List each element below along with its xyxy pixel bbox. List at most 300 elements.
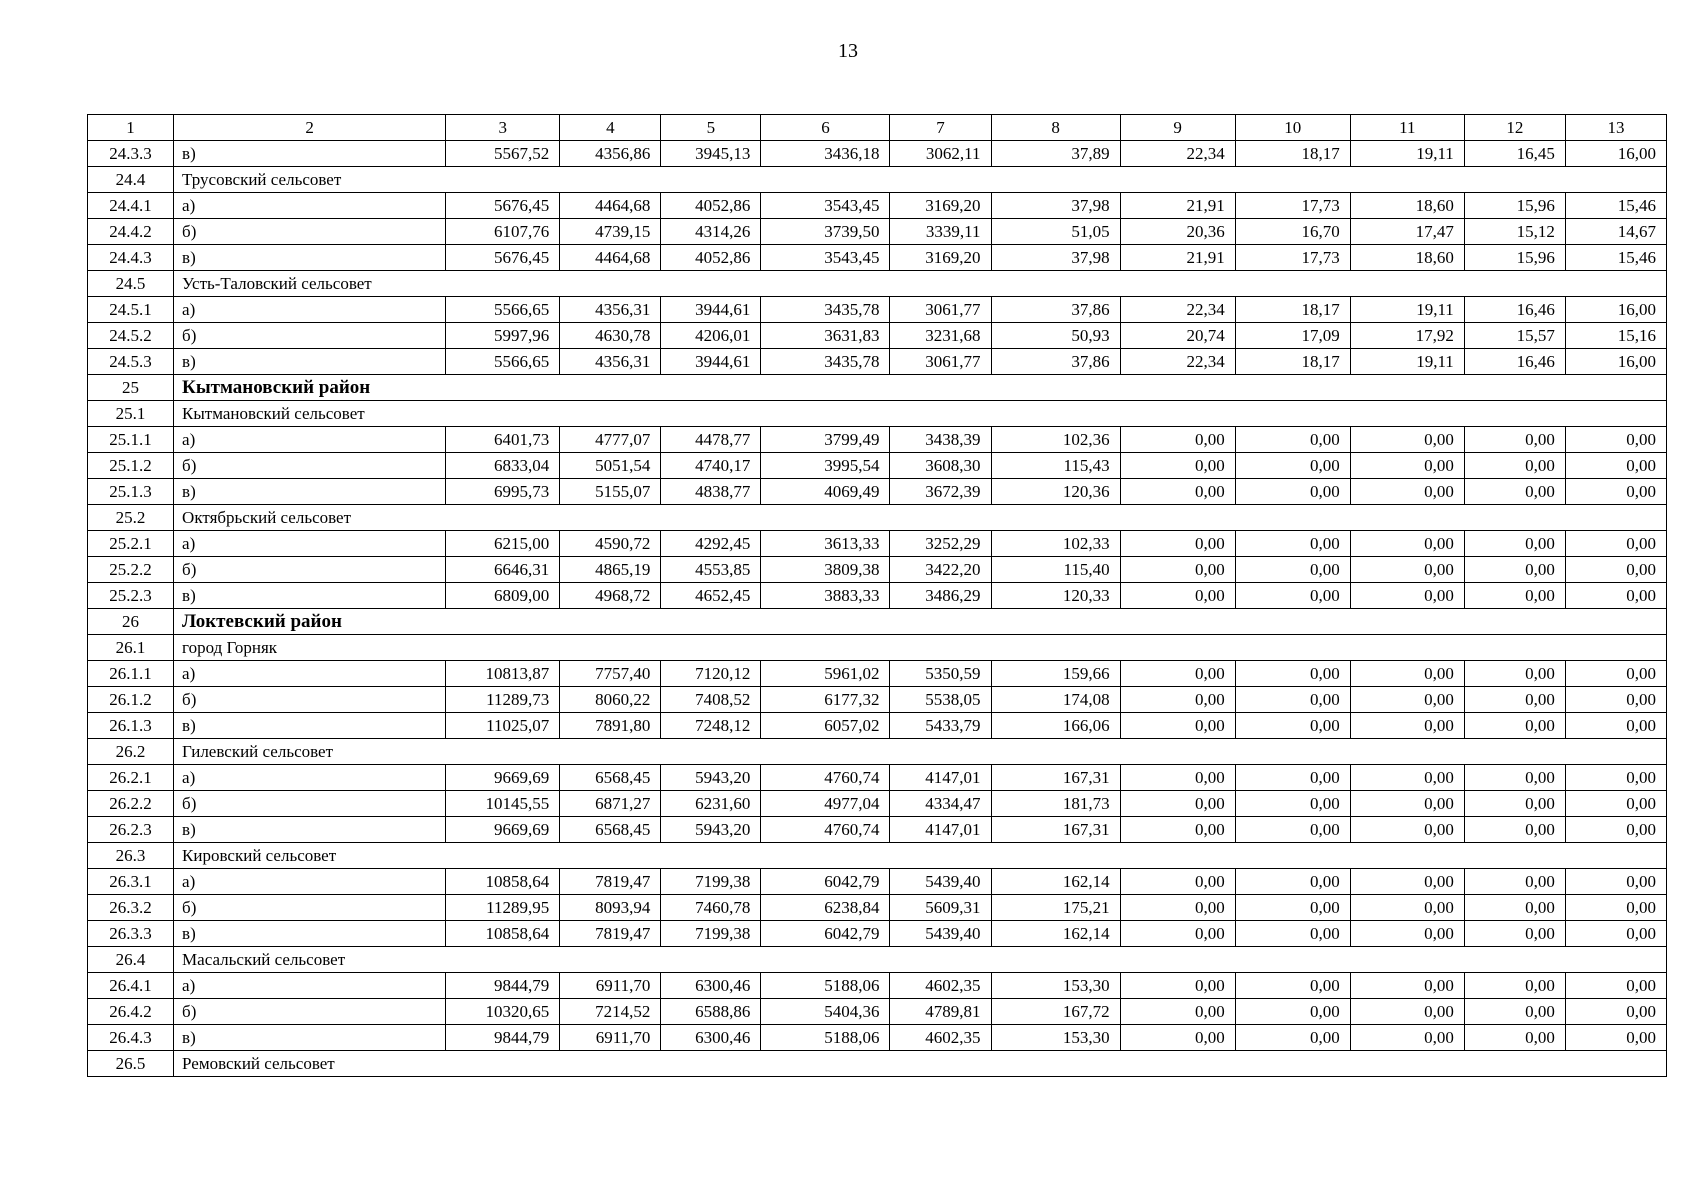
value-cell: 0,00 <box>1464 713 1565 739</box>
value-cell: 4602,35 <box>890 1025 991 1051</box>
value-cell: 120,33 <box>991 583 1120 609</box>
value-cell: 3061,77 <box>890 297 991 323</box>
value-cell: 0,00 <box>1565 661 1666 687</box>
value-cell: 5567,52 <box>446 141 560 167</box>
value-cell: 0,00 <box>1350 479 1464 505</box>
row-code: 26.2.3 <box>88 817 174 843</box>
value-cell: 0,00 <box>1565 869 1666 895</box>
row-name: Кытмановский сельсовет <box>174 401 1667 427</box>
value-cell: 0,00 <box>1350 713 1464 739</box>
value-cell: 9669,69 <box>446 765 560 791</box>
row-name: Кировский сельсовет <box>174 843 1667 869</box>
value-cell: 4777,07 <box>560 427 661 453</box>
value-cell: 0,00 <box>1350 427 1464 453</box>
table-row <box>88 427 1667 453</box>
value-cell: 10145,55 <box>446 791 560 817</box>
value-cell: 37,86 <box>991 349 1120 375</box>
row-name: в) <box>174 583 446 609</box>
value-cell: 5676,45 <box>446 245 560 271</box>
value-cell: 5676,45 <box>446 193 560 219</box>
row-name: город Горняк <box>174 635 1667 661</box>
value-cell: 4740,17 <box>661 453 761 479</box>
table-row <box>88 193 1667 219</box>
column-header: 6 <box>761 115 890 141</box>
value-cell: 0,00 <box>1464 895 1565 921</box>
row-code: 24.4.2 <box>88 219 174 245</box>
row-code: 24.3.3 <box>88 141 174 167</box>
value-cell: 0,00 <box>1464 479 1565 505</box>
value-cell: 102,36 <box>991 427 1120 453</box>
value-cell: 16,45 <box>1464 141 1565 167</box>
value-cell: 16,00 <box>1565 141 1666 167</box>
value-cell: 10813,87 <box>446 661 560 687</box>
row-code: 26.3.3 <box>88 921 174 947</box>
value-cell: 0,00 <box>1565 583 1666 609</box>
value-cell: 0,00 <box>1565 999 1666 1025</box>
value-cell: 0,00 <box>1235 531 1350 557</box>
value-cell: 3613,33 <box>761 531 890 557</box>
section-row <box>88 843 1667 869</box>
value-cell: 0,00 <box>1120 921 1235 947</box>
value-cell: 0,00 <box>1350 765 1464 791</box>
value-cell: 0,00 <box>1464 973 1565 999</box>
value-cell: 3799,49 <box>761 427 890 453</box>
value-cell: 15,12 <box>1464 219 1565 245</box>
row-name: а) <box>174 297 446 323</box>
value-cell: 0,00 <box>1120 453 1235 479</box>
row-name: а) <box>174 661 446 687</box>
row-code: 25.1.2 <box>88 453 174 479</box>
table-row <box>88 141 1667 167</box>
row-code: 25.2.2 <box>88 557 174 583</box>
value-cell: 120,36 <box>991 479 1120 505</box>
value-cell: 5439,40 <box>890 921 991 947</box>
value-cell: 0,00 <box>1235 791 1350 817</box>
value-cell: 0,00 <box>1565 453 1666 479</box>
row-name: в) <box>174 479 446 505</box>
value-cell: 5155,07 <box>560 479 661 505</box>
value-cell: 15,96 <box>1464 245 1565 271</box>
value-cell: 6238,84 <box>761 895 890 921</box>
row-name: в) <box>174 921 446 947</box>
value-cell: 7248,12 <box>661 713 761 739</box>
row-code: 25.1.1 <box>88 427 174 453</box>
value-cell: 0,00 <box>1350 661 1464 687</box>
value-cell: 175,21 <box>991 895 1120 921</box>
value-cell: 18,17 <box>1235 141 1350 167</box>
value-cell: 0,00 <box>1565 765 1666 791</box>
row-code: 24.4 <box>88 167 174 193</box>
value-cell: 6995,73 <box>446 479 560 505</box>
value-cell: 5404,36 <box>761 999 890 1025</box>
row-code: 25.2.1 <box>88 531 174 557</box>
column-header: 1 <box>88 115 174 141</box>
value-cell: 0,00 <box>1464 427 1565 453</box>
row-name: в) <box>174 817 446 843</box>
value-cell: 0,00 <box>1235 557 1350 583</box>
value-cell: 162,14 <box>991 921 1120 947</box>
row-name: а) <box>174 531 446 557</box>
value-cell: 21,91 <box>1120 193 1235 219</box>
value-cell: 0,00 <box>1464 921 1565 947</box>
value-cell: 5188,06 <box>761 973 890 999</box>
value-cell: 0,00 <box>1565 791 1666 817</box>
row-name: а) <box>174 973 446 999</box>
value-cell: 0,00 <box>1120 557 1235 583</box>
value-cell: 5538,05 <box>890 687 991 713</box>
tariff-table <box>87 114 1667 1077</box>
row-name: Октябрьский сельсовет <box>174 505 1667 531</box>
value-cell: 5943,20 <box>661 765 761 791</box>
value-cell: 19,11 <box>1350 349 1464 375</box>
value-cell: 7891,80 <box>560 713 661 739</box>
section-row <box>88 505 1667 531</box>
value-cell: 5997,96 <box>446 323 560 349</box>
value-cell: 6401,73 <box>446 427 560 453</box>
value-cell: 11289,73 <box>446 687 560 713</box>
table-row <box>88 973 1667 999</box>
value-cell: 0,00 <box>1565 895 1666 921</box>
row-name: Ремовский сельсовет <box>174 1051 1667 1077</box>
value-cell: 5609,31 <box>890 895 991 921</box>
page-number: 13 <box>838 40 858 62</box>
value-cell: 50,93 <box>991 323 1120 349</box>
value-cell: 15,96 <box>1464 193 1565 219</box>
value-cell: 0,00 <box>1120 427 1235 453</box>
value-cell: 0,00 <box>1235 765 1350 791</box>
value-cell: 0,00 <box>1565 479 1666 505</box>
value-cell: 0,00 <box>1350 791 1464 817</box>
value-cell: 7819,47 <box>560 921 661 947</box>
row-code: 26.1.1 <box>88 661 174 687</box>
value-cell: 8060,22 <box>560 687 661 713</box>
value-cell: 3543,45 <box>761 193 890 219</box>
value-cell: 4977,04 <box>761 791 890 817</box>
row-name: Кытмановский район <box>174 375 1667 401</box>
row-name: а) <box>174 765 446 791</box>
value-cell: 0,00 <box>1565 921 1666 947</box>
row-name: в) <box>174 245 446 271</box>
row-name: б) <box>174 557 446 583</box>
value-cell: 3608,30 <box>890 453 991 479</box>
value-cell: 8093,94 <box>560 895 661 921</box>
column-header: 9 <box>1120 115 1235 141</box>
value-cell: 0,00 <box>1120 1025 1235 1051</box>
value-cell: 51,05 <box>991 219 1120 245</box>
value-cell: 3883,33 <box>761 583 890 609</box>
value-cell: 17,73 <box>1235 245 1350 271</box>
value-cell: 4789,81 <box>890 999 991 1025</box>
row-name: б) <box>174 323 446 349</box>
value-cell: 7214,52 <box>560 999 661 1025</box>
value-cell: 4968,72 <box>560 583 661 609</box>
column-header: 8 <box>991 115 1120 141</box>
value-cell: 17,09 <box>1235 323 1350 349</box>
table-row <box>88 765 1667 791</box>
row-code: 26.5 <box>88 1051 174 1077</box>
value-cell: 0,00 <box>1350 1025 1464 1051</box>
value-cell: 37,98 <box>991 193 1120 219</box>
value-cell: 16,70 <box>1235 219 1350 245</box>
value-cell: 4478,77 <box>661 427 761 453</box>
value-cell: 0,00 <box>1350 687 1464 713</box>
column-header: 10 <box>1235 115 1350 141</box>
value-cell: 5433,79 <box>890 713 991 739</box>
value-cell: 4652,45 <box>661 583 761 609</box>
value-cell: 3809,38 <box>761 557 890 583</box>
value-cell: 20,36 <box>1120 219 1235 245</box>
table-row <box>88 245 1667 271</box>
value-cell: 4314,26 <box>661 219 761 245</box>
row-code: 26.2.1 <box>88 765 174 791</box>
row-code: 24.5.2 <box>88 323 174 349</box>
value-cell: 4069,49 <box>761 479 890 505</box>
value-cell: 19,11 <box>1350 141 1464 167</box>
value-cell: 7120,12 <box>661 661 761 687</box>
value-cell: 5188,06 <box>761 1025 890 1051</box>
value-cell: 167,72 <box>991 999 1120 1025</box>
value-cell: 16,00 <box>1565 349 1666 375</box>
value-cell: 15,46 <box>1565 193 1666 219</box>
value-cell: 0,00 <box>1464 999 1565 1025</box>
value-cell: 0,00 <box>1565 557 1666 583</box>
value-cell: 4206,01 <box>661 323 761 349</box>
value-cell: 115,43 <box>991 453 1120 479</box>
value-cell: 15,57 <box>1464 323 1565 349</box>
value-cell: 0,00 <box>1464 531 1565 557</box>
row-code: 26.2 <box>88 739 174 765</box>
district-row <box>88 375 1667 401</box>
value-cell: 3995,54 <box>761 453 890 479</box>
column-header: 7 <box>890 115 991 141</box>
table-row <box>88 999 1667 1025</box>
value-cell: 10858,64 <box>446 921 560 947</box>
value-cell: 0,00 <box>1120 687 1235 713</box>
value-cell: 4147,01 <box>890 817 991 843</box>
value-cell: 0,00 <box>1565 531 1666 557</box>
value-cell: 0,00 <box>1464 791 1565 817</box>
value-cell: 22,34 <box>1120 297 1235 323</box>
value-cell: 0,00 <box>1120 479 1235 505</box>
value-cell: 4838,77 <box>661 479 761 505</box>
table-row <box>88 531 1667 557</box>
value-cell: 4464,68 <box>560 245 661 271</box>
value-cell: 6177,32 <box>761 687 890 713</box>
value-cell: 6809,00 <box>446 583 560 609</box>
table-row <box>88 713 1667 739</box>
value-cell: 4356,86 <box>560 141 661 167</box>
column-header: 5 <box>661 115 761 141</box>
value-cell: 5439,40 <box>890 869 991 895</box>
value-cell: 4147,01 <box>890 765 991 791</box>
row-name: б) <box>174 453 446 479</box>
value-cell: 3169,20 <box>890 193 991 219</box>
row-code: 26.1.3 <box>88 713 174 739</box>
value-cell: 4052,86 <box>661 193 761 219</box>
row-name: Трусовский сельсовет <box>174 167 1667 193</box>
table-row <box>88 297 1667 323</box>
value-cell: 3435,78 <box>761 349 890 375</box>
value-cell: 20,74 <box>1120 323 1235 349</box>
value-cell: 5051,54 <box>560 453 661 479</box>
value-cell: 7199,38 <box>661 921 761 947</box>
value-cell: 0,00 <box>1565 817 1666 843</box>
value-cell: 3435,78 <box>761 297 890 323</box>
value-cell: 0,00 <box>1464 1025 1565 1051</box>
row-code: 24.5 <box>88 271 174 297</box>
value-cell: 17,73 <box>1235 193 1350 219</box>
value-cell: 0,00 <box>1235 921 1350 947</box>
value-cell: 4630,78 <box>560 323 661 349</box>
value-cell: 22,34 <box>1120 141 1235 167</box>
row-name: Усть-Таловский сельсовет <box>174 271 1667 297</box>
value-cell: 0,00 <box>1235 427 1350 453</box>
column-header: 13 <box>1565 115 1666 141</box>
row-name: а) <box>174 193 446 219</box>
row-code: 25.1.3 <box>88 479 174 505</box>
value-cell: 6300,46 <box>661 973 761 999</box>
value-cell: 15,46 <box>1565 245 1666 271</box>
row-code: 26.3 <box>88 843 174 869</box>
table-row <box>88 323 1667 349</box>
district-row <box>88 609 1667 635</box>
value-cell: 22,34 <box>1120 349 1235 375</box>
value-cell: 4334,47 <box>890 791 991 817</box>
table-row <box>88 921 1667 947</box>
table-row <box>88 479 1667 505</box>
value-cell: 3169,20 <box>890 245 991 271</box>
table-row <box>88 869 1667 895</box>
value-cell: 10858,64 <box>446 869 560 895</box>
value-cell: 5943,20 <box>661 817 761 843</box>
value-cell: 4553,85 <box>661 557 761 583</box>
value-cell: 3739,50 <box>761 219 890 245</box>
value-cell: 102,33 <box>991 531 1120 557</box>
row-name: Локтевский район <box>174 609 1667 635</box>
value-cell: 16,00 <box>1565 297 1666 323</box>
value-cell: 3945,13 <box>661 141 761 167</box>
value-cell: 0,00 <box>1350 973 1464 999</box>
value-cell: 0,00 <box>1120 895 1235 921</box>
value-cell: 3436,18 <box>761 141 890 167</box>
table-row <box>88 895 1667 921</box>
column-header: 12 <box>1464 115 1565 141</box>
value-cell: 6911,70 <box>560 973 661 999</box>
value-cell: 17,47 <box>1350 219 1464 245</box>
value-cell: 3631,83 <box>761 323 890 349</box>
row-code: 26.1 <box>88 635 174 661</box>
value-cell: 18,60 <box>1350 245 1464 271</box>
row-code: 25 <box>88 375 174 401</box>
value-cell: 3422,20 <box>890 557 991 583</box>
section-row <box>88 1051 1667 1077</box>
value-cell: 0,00 <box>1464 869 1565 895</box>
value-cell: 37,89 <box>991 141 1120 167</box>
value-cell: 4865,19 <box>560 557 661 583</box>
value-cell: 0,00 <box>1235 661 1350 687</box>
value-cell: 3944,61 <box>661 349 761 375</box>
row-code: 26.3.1 <box>88 869 174 895</box>
value-cell: 6871,27 <box>560 791 661 817</box>
value-cell: 0,00 <box>1120 661 1235 687</box>
value-cell: 166,06 <box>991 713 1120 739</box>
value-cell: 18,60 <box>1350 193 1464 219</box>
value-cell: 4052,86 <box>661 245 761 271</box>
value-cell: 0,00 <box>1120 869 1235 895</box>
value-cell: 0,00 <box>1565 427 1666 453</box>
value-cell: 5566,65 <box>446 349 560 375</box>
value-cell: 6107,76 <box>446 219 560 245</box>
table-row <box>88 1025 1667 1051</box>
value-cell: 0,00 <box>1464 687 1565 713</box>
value-cell: 4760,74 <box>761 765 890 791</box>
value-cell: 6646,31 <box>446 557 560 583</box>
value-cell: 0,00 <box>1565 1025 1666 1051</box>
value-cell: 9844,79 <box>446 1025 560 1051</box>
value-cell: 0,00 <box>1464 557 1565 583</box>
value-cell: 11025,07 <box>446 713 560 739</box>
value-cell: 7819,47 <box>560 869 661 895</box>
table-row <box>88 817 1667 843</box>
value-cell: 16,46 <box>1464 349 1565 375</box>
value-cell: 0,00 <box>1464 583 1565 609</box>
value-cell: 4356,31 <box>560 349 661 375</box>
value-cell: 3944,61 <box>661 297 761 323</box>
value-cell: 0,00 <box>1120 583 1235 609</box>
value-cell: 14,67 <box>1565 219 1666 245</box>
value-cell: 37,98 <box>991 245 1120 271</box>
value-cell: 4292,45 <box>661 531 761 557</box>
value-cell: 0,00 <box>1235 583 1350 609</box>
value-cell: 0,00 <box>1235 713 1350 739</box>
row-name: б) <box>174 895 446 921</box>
value-cell: 11289,95 <box>446 895 560 921</box>
table-row <box>88 791 1667 817</box>
row-code: 25.1 <box>88 401 174 427</box>
section-row <box>88 401 1667 427</box>
value-cell: 0,00 <box>1350 583 1464 609</box>
row-code: 26 <box>88 609 174 635</box>
value-cell: 0,00 <box>1350 895 1464 921</box>
value-cell: 4356,31 <box>560 297 661 323</box>
value-cell: 0,00 <box>1350 921 1464 947</box>
table-body <box>88 115 1667 1077</box>
row-name: б) <box>174 687 446 713</box>
row-code: 24.4.1 <box>88 193 174 219</box>
row-name: б) <box>174 219 446 245</box>
row-name: в) <box>174 1025 446 1051</box>
section-row <box>88 947 1667 973</box>
row-name: в) <box>174 349 446 375</box>
value-cell: 0,00 <box>1565 973 1666 999</box>
value-cell: 18,17 <box>1235 349 1350 375</box>
column-header: 3 <box>446 115 560 141</box>
value-cell: 10320,65 <box>446 999 560 1025</box>
row-code: 24.5.1 <box>88 297 174 323</box>
table-row <box>88 349 1667 375</box>
value-cell: 3062,11 <box>890 141 991 167</box>
section-row <box>88 271 1667 297</box>
value-cell: 21,91 <box>1120 245 1235 271</box>
value-cell: 3252,29 <box>890 531 991 557</box>
value-cell: 0,00 <box>1464 817 1565 843</box>
value-cell: 0,00 <box>1235 453 1350 479</box>
value-cell: 0,00 <box>1235 999 1350 1025</box>
value-cell: 0,00 <box>1235 869 1350 895</box>
value-cell: 5566,65 <box>446 297 560 323</box>
value-cell: 115,40 <box>991 557 1120 583</box>
value-cell: 0,00 <box>1120 765 1235 791</box>
